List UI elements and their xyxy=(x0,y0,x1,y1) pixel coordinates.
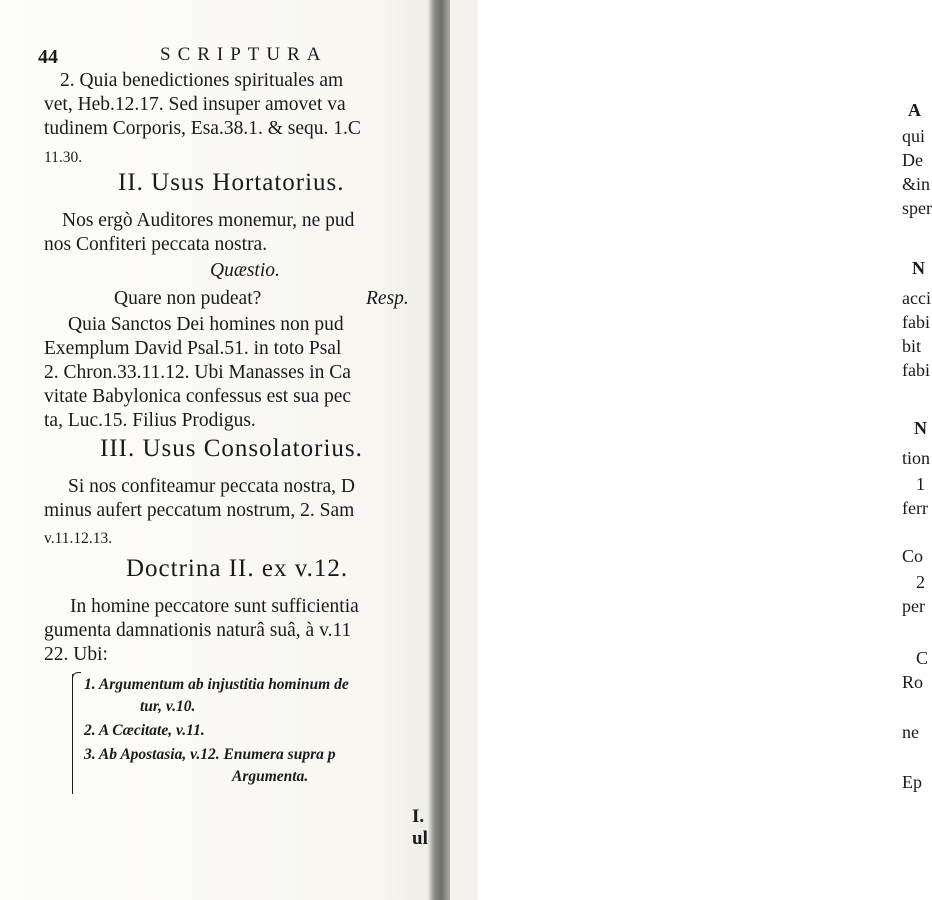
list-item: 2. A Cæcitate, v.11. xyxy=(84,722,205,739)
text-line: 11.30. xyxy=(44,149,83,166)
list-item: Argumenta. xyxy=(232,768,309,785)
fragment: ferr xyxy=(902,498,928,518)
fragment: Ep xyxy=(902,772,922,792)
fragment: sper xyxy=(902,198,932,218)
text-line: nos Confiteri peccata nostra. xyxy=(44,234,268,255)
text-line: Nos ergò Auditores monemur, ne pud xyxy=(62,210,355,231)
catchword: I. ul xyxy=(412,806,428,849)
doctrine-heading: Doctrina II. ex v.12. xyxy=(126,555,349,582)
fragment: fabi xyxy=(902,312,930,332)
list-item: 1. Argumentum ab injustitia hominum de xyxy=(84,676,349,693)
section-heading: II. Usus Hortatorius. xyxy=(118,169,345,196)
fragment: Ro xyxy=(902,672,924,692)
text-line: ta, Luc.15. Filius Prodigus. xyxy=(44,410,256,431)
fragment: &in xyxy=(902,174,931,194)
fragment: 1 xyxy=(916,474,925,494)
fragment: ne xyxy=(902,722,919,742)
fragment: qui xyxy=(902,126,926,146)
response-label: Resp. xyxy=(366,288,409,309)
fragment: De xyxy=(902,150,923,170)
text-line: v.11.12.13. xyxy=(44,530,113,547)
brace-mark xyxy=(72,674,83,794)
text-line: In homine peccatore sunt sufficientia xyxy=(70,596,359,617)
fragment: Co xyxy=(902,546,924,566)
fragment: A xyxy=(908,100,921,120)
right-page xyxy=(450,0,932,900)
text-line: gumenta damnationis naturâ suâ, à v.11 xyxy=(44,620,352,641)
text-line: Si nos confiteamur peccata nostra, D xyxy=(68,476,355,497)
running-head: SCRIPTURA xyxy=(160,44,328,65)
text-line: Exemplum David Psal.51. in toto Psal xyxy=(44,338,342,359)
text-line: vet, Heb.12.17. Sed insuper amovet va xyxy=(44,94,346,115)
section-heading: III. Usus Consolatorius. xyxy=(100,435,363,462)
text-line: 2. Quia benedictiones spirituales am xyxy=(60,70,344,91)
left-page xyxy=(0,0,440,900)
text-line: minus aufert peccatum nostrum, 2. Sam xyxy=(44,500,355,521)
question-label: Quæstio. xyxy=(210,260,280,281)
fragment: C xyxy=(916,648,929,668)
fragment: acci xyxy=(902,288,931,308)
text-line: vitate Babylonica confessus est sua pec xyxy=(44,386,352,407)
text-line: Quare non pudeat? xyxy=(114,288,262,309)
fragment: N xyxy=(914,418,927,438)
fragment: 2 xyxy=(916,572,925,592)
text-line: 22. Ubi: xyxy=(44,644,108,665)
fragment: bit xyxy=(902,336,922,356)
fragment: tion xyxy=(902,448,931,468)
fragment: per xyxy=(902,596,925,616)
text-line: 2. Chron.33.11.12. Ubi Manasses in Ca xyxy=(44,362,351,383)
text-line: Quia Sanctos Dei homines non pud xyxy=(68,314,344,335)
book-gutter xyxy=(428,0,450,900)
text-line: tudinem Corporis, Esa.38.1. & sequ. 1.C xyxy=(44,118,361,139)
page-number: 44 xyxy=(38,46,58,68)
list-item: tur, v.10. xyxy=(140,698,196,715)
fragment: N xyxy=(912,258,925,278)
list-item: 3. Ab Apostasia, v.12. Enumera supra p xyxy=(84,746,336,763)
fragment: fabi xyxy=(902,360,930,380)
